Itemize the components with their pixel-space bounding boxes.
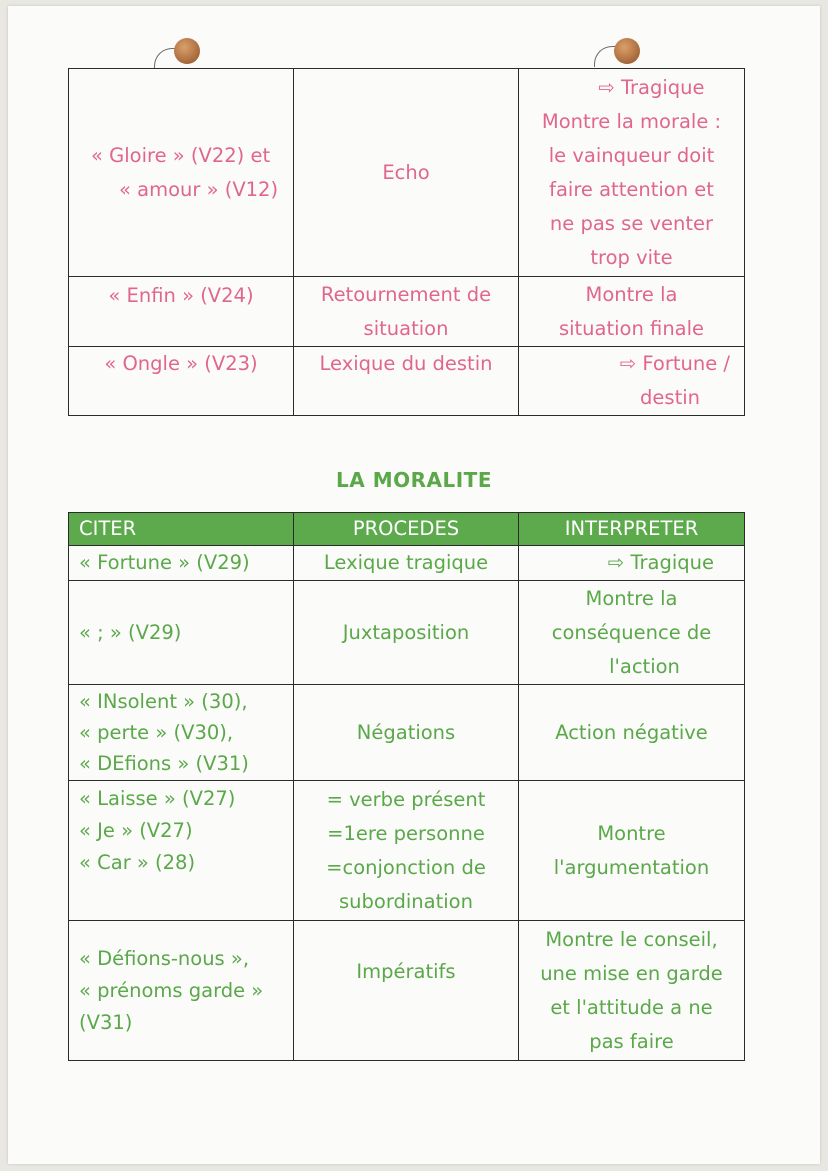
cell-procedes (294, 277, 519, 347)
cell-line: l'action (609, 654, 680, 678)
cell-line: « Enfin » (V24) (108, 284, 254, 307)
cell-line: destin (640, 386, 700, 409)
cell-line: « Je » (V27) (79, 819, 193, 842)
cell-line: Echo (382, 160, 430, 184)
cell-line: pas faire (589, 1029, 674, 1053)
cell-line: « DEfions » (V31) (79, 752, 249, 775)
cell-line: ⇨ Fortune / (619, 352, 730, 375)
cell-line: Action négative (555, 720, 708, 744)
cell-line: =1ere personne (327, 821, 485, 845)
cell-line: Montre la (585, 282, 678, 306)
table-row (69, 69, 745, 277)
cell-interpreter (519, 685, 745, 781)
cell-line: le vainqueur doit (548, 143, 715, 167)
cell-line: « Fortune » (V29) (79, 551, 250, 574)
cell-line: ⇨ Tragique (598, 75, 705, 99)
cell-line: ⇨ Tragique (607, 551, 714, 574)
cell-procedes (294, 781, 519, 921)
cell-line: Montre la morale : (541, 109, 722, 133)
header-procedes: PROCEDES (294, 513, 519, 546)
cell-line: l'argumentation (553, 855, 710, 879)
cell-line: Retournement de (320, 282, 492, 306)
cell-procedes (294, 581, 519, 685)
cell-procedes (294, 69, 519, 277)
cell-interpreter (519, 347, 745, 416)
cell-citer (69, 277, 294, 347)
cell-line: « INsolent » (30), (79, 690, 248, 713)
table-row (69, 921, 745, 1061)
table-row (69, 685, 745, 781)
cell-line: Montre la (585, 586, 678, 610)
table-row (69, 581, 745, 685)
cell-line: (V31) (79, 1010, 133, 1034)
cell-line: et l'attitude a ne (550, 995, 713, 1019)
cell-line: situation finale (558, 316, 705, 340)
cell-line: Négations (356, 720, 456, 744)
cell-procedes (294, 921, 519, 1061)
cell-line: Montre le conseil, (545, 927, 718, 951)
cell-line: « Gloire » (V22) et (91, 143, 271, 167)
cell-line: « ; » (V29) (79, 620, 182, 644)
cell-line: Montre (597, 821, 666, 845)
cell-line: « amour » (V12) (119, 177, 279, 201)
cell-citer (69, 685, 294, 781)
cell-line: =conjonction de (326, 855, 486, 879)
table-header-row (69, 513, 745, 546)
cell-citer (69, 546, 294, 581)
cell-line: ne pas se venter (549, 211, 714, 235)
analysis-table-moralite (68, 512, 745, 1061)
cell-citer (69, 581, 294, 685)
cell-line: Impératifs (356, 960, 456, 983)
cell-line: « perte » (V30), (79, 721, 234, 744)
cell-line: une mise en garde (540, 961, 723, 985)
cell-citer (69, 921, 294, 1061)
cell-line: « Laisse » (V27) (79, 787, 236, 810)
cell-line: = verbe présent (326, 787, 486, 811)
cell-line: Juxtaposition (342, 620, 470, 644)
binder-ring-left (174, 38, 200, 64)
cell-procedes (294, 685, 519, 781)
notebook-page (8, 6, 820, 1164)
cell-line: subordination (339, 889, 473, 913)
table-row (69, 781, 745, 921)
section-title: LA MORALITE (336, 468, 492, 492)
cell-line: « Ongle » (V23) (104, 352, 258, 375)
cell-interpreter (519, 546, 745, 581)
table-row (69, 277, 745, 347)
cell-line: Lexique tragique (323, 551, 489, 574)
cell-citer (69, 69, 294, 277)
cell-line: conséquence de (551, 620, 712, 644)
table-row (69, 546, 745, 581)
cell-line: situation (363, 316, 449, 340)
cell-line: « prénoms garde » (79, 978, 264, 1002)
cell-interpreter (519, 781, 745, 921)
cell-interpreter (519, 277, 745, 347)
cell-interpreter (519, 69, 745, 277)
cell-line: faire attention et (549, 177, 714, 201)
cell-line: Lexique du destin (319, 352, 493, 375)
header-citer: CITER (69, 513, 294, 546)
cell-line: trop vite (590, 245, 673, 269)
cell-interpreter (519, 581, 745, 685)
cell-citer (69, 347, 294, 416)
cell-line: « Car » (28) (79, 851, 196, 874)
header-interpreter: INTERPRETER (519, 513, 745, 546)
cell-line: « Défions-nous », (79, 946, 250, 970)
binder-ring-right (614, 38, 640, 64)
analysis-table-1 (68, 68, 745, 416)
table-row (69, 347, 745, 416)
cell-procedes (294, 546, 519, 581)
cell-citer (69, 781, 294, 921)
cell-procedes (294, 347, 519, 416)
cell-interpreter (519, 921, 745, 1061)
